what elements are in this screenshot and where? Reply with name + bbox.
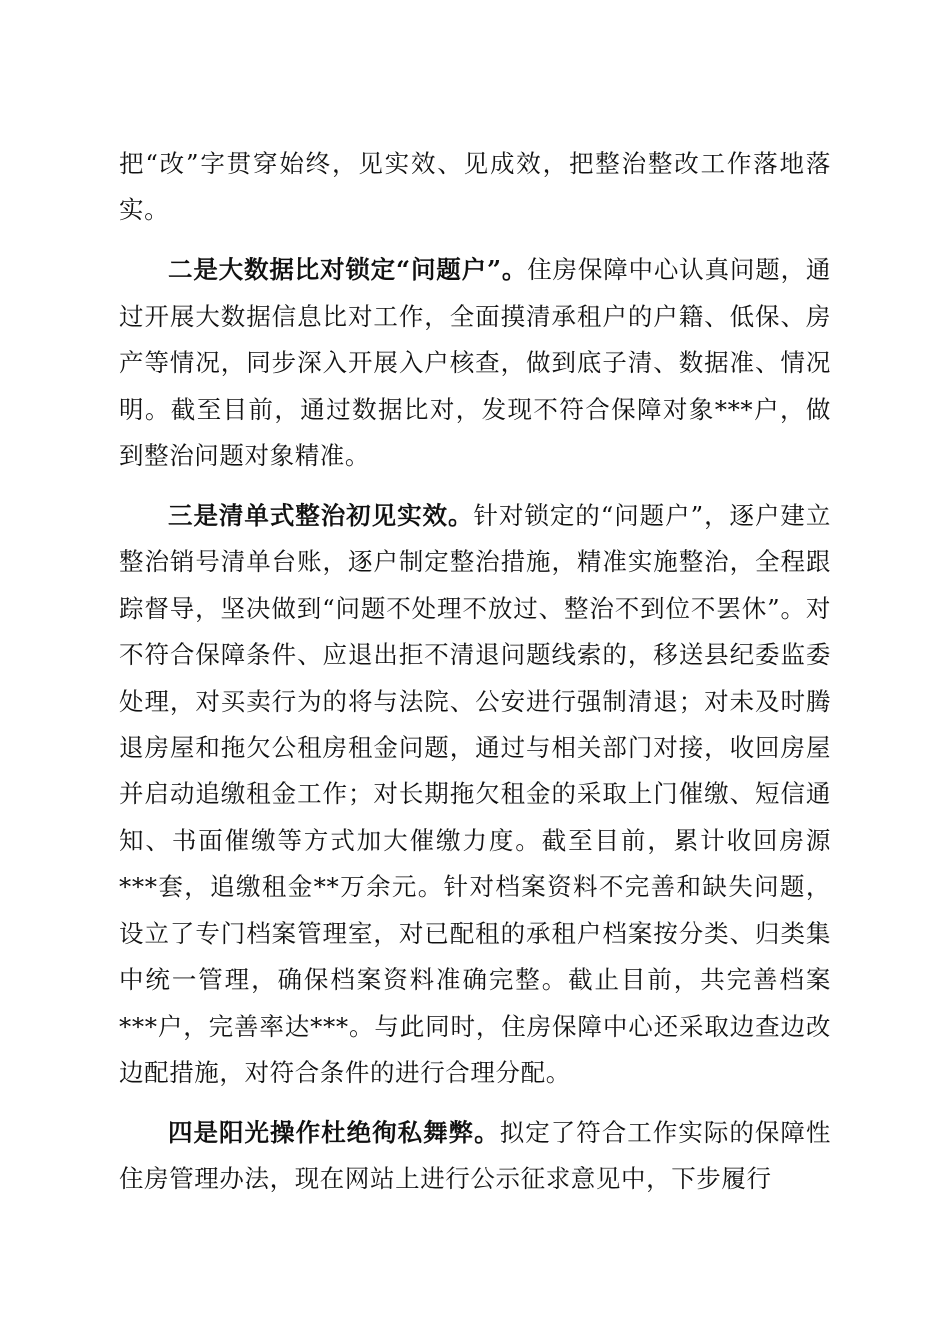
paragraph-sunshine — [119, 1110, 831, 1203]
paragraph-lead: 二是大数据比对锁定“问题户”。 — [168, 255, 528, 285]
paragraph-continuation — [119, 141, 831, 234]
paragraph-lead: 四是阳光操作杜绝徇私舞弊。 — [168, 1117, 500, 1147]
paragraph-lead: 三是清单式整治初见实效。 — [168, 501, 474, 531]
document-body — [119, 141, 831, 1216]
paragraph-text: 住房保障中心认真问题，通过开展大数据信息比对工作，全面摸清承租户的户籍、低保、房产等情况，同步深入开展入户核查，做到底子清、数据准、情况明。截至目前，通过数据比对，发现不符合保障对象***户，做到整治问题对象精准。 — [119, 255, 832, 471]
paragraph-text: 拟定了符合工作实际的保障性住房管理办法，现在网站上进行公示征求意见中，下步履行 — [119, 1117, 831, 1194]
paragraph-text: 针对锁定的“问题户”，逐户建立整治销号清单台账，逐户制定整治措施，精准实施整治，全程跟踪督导，坚决做到“问题不处理不放过、整治不到位不罢休”。对不符合保障条件、应退出拒不清退问题线索的，移送县纪委监委处理，对买卖行为的将与法院、公安进行强制清退；对未及时腾退房屋和拖欠公租房租金问题，通过与相关部门对接，收回房屋并启动追缴租金工作；对长期拖欠租金的采取上门催缴、短信通知、书面催缴等方式加大催缴力度。截至目前，累计收回房源***套，追缴租金**万余元。针对档案资料不完善和缺失问题，设立了专门档案管理室，对已配租的承租户档案按分类、归类集中统一管理，确保档案资料准确完整。截止目前，共完善档案***户，完善率达***。与此同时，住房保障中心还采取边查边改边配措施，对符合条件的进行合理分配。 — [119, 501, 831, 1087]
paragraph-text: 把“改”字贯穿始终，见实效、见成效，把整治整改工作落地落实。 — [119, 149, 831, 225]
paragraph-big-data — [119, 247, 831, 479]
paragraph-checklist — [119, 493, 831, 1096]
